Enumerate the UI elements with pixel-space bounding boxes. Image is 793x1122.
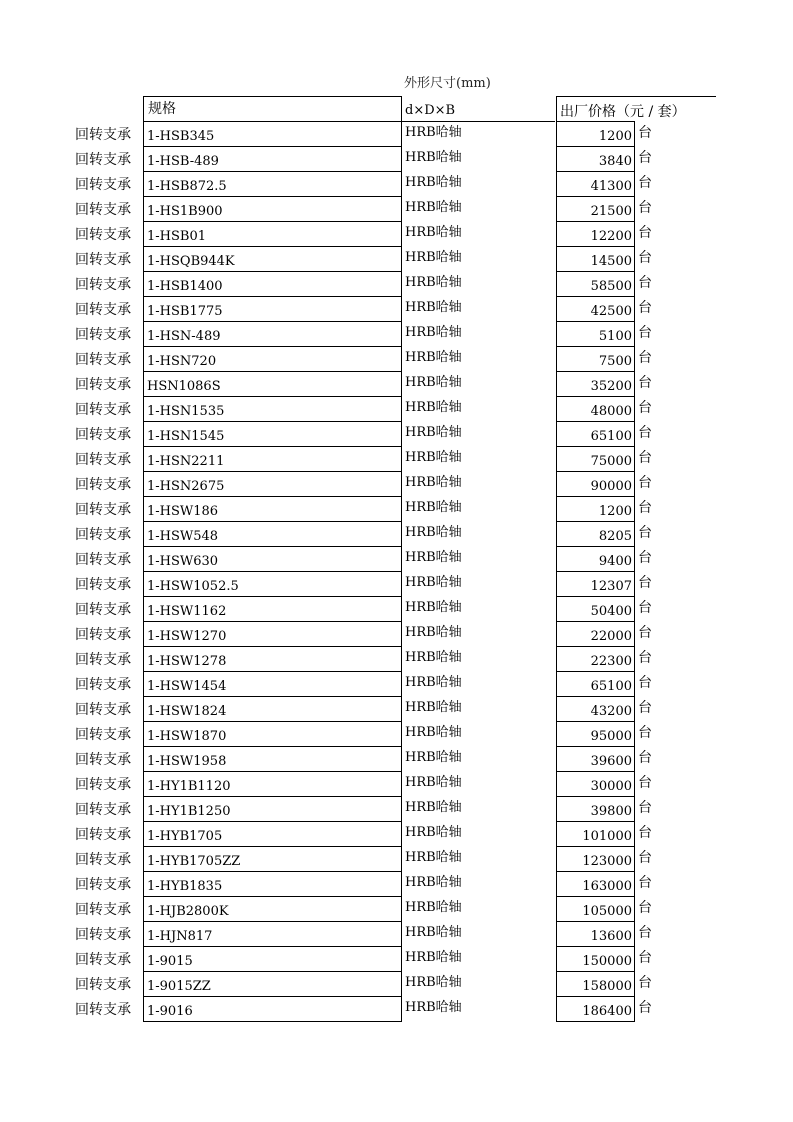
spec-cell: 1-9015 [143, 947, 402, 972]
brand-cell: HRB哈轴 [405, 575, 462, 590]
spec-cell: 1-HSN2211 [143, 447, 402, 472]
price-cell: 13600 [556, 922, 635, 947]
brand-cell: HRB哈轴 [405, 700, 462, 715]
unit-cell: 台 [638, 175, 652, 191]
brand-cell: HRB哈轴 [405, 875, 462, 890]
category-cell: 回转支承 [75, 952, 131, 968]
price-cell: 95000 [556, 722, 635, 747]
table-row [0, 147, 793, 172]
spec-cell: 1-HY1B1250 [143, 797, 402, 822]
category-cell: 回转支承 [75, 702, 131, 718]
price-cell: 48000 [556, 397, 635, 422]
price-cell: 39600 [556, 747, 635, 772]
spec-cell: 1-HS1B900 [143, 197, 402, 222]
price-cell: 5100 [556, 322, 635, 347]
spec-cell: 1-HSB01 [143, 222, 402, 247]
price-cell: 41300 [556, 172, 635, 197]
category-cell: 回转支承 [75, 1002, 131, 1018]
spec-cell: 1-HYB1705ZZ [143, 847, 402, 872]
unit-cell: 台 [638, 925, 652, 941]
spec-cell: 1-HSN720 [143, 347, 402, 372]
table-row [0, 522, 793, 547]
table-row [0, 772, 793, 797]
price-column-header: 出厂价格（元 / 套） [556, 96, 716, 122]
unit-cell: 台 [638, 900, 652, 916]
table-row [0, 572, 793, 597]
spec-cell: 1-HSW1824 [143, 697, 402, 722]
price-cell: 12200 [556, 222, 635, 247]
category-cell: 回转支承 [75, 202, 131, 218]
table-row [0, 847, 793, 872]
spec-cell: 1-HSN-489 [143, 322, 402, 347]
category-cell: 回转支承 [75, 552, 131, 568]
table-row [0, 397, 793, 422]
price-cell: 9400 [556, 547, 635, 572]
table-row [0, 947, 793, 972]
category-cell: 回转支承 [75, 527, 131, 543]
price-cell: 65100 [556, 672, 635, 697]
table-row [0, 447, 793, 472]
price-cell: 7500 [556, 347, 635, 372]
brand-cell: HRB哈轴 [405, 475, 462, 490]
price-cell: 50400 [556, 597, 635, 622]
spec-cell: 1-HJN817 [143, 922, 402, 947]
unit-cell: 台 [638, 850, 652, 866]
table-row [0, 697, 793, 722]
unit-cell: 台 [638, 475, 652, 491]
spec-cell: 1-9015ZZ [143, 972, 402, 997]
price-cell: 58500 [556, 272, 635, 297]
unit-cell: 台 [638, 425, 652, 441]
brand-cell: HRB哈轴 [405, 600, 462, 615]
spec-cell: 1-HSB872.5 [143, 172, 402, 197]
price-cell: 21500 [556, 197, 635, 222]
price-cell: 101000 [556, 822, 635, 847]
brand-cell: HRB哈轴 [405, 425, 462, 440]
spec-cell: 1-HSW1278 [143, 647, 402, 672]
brand-cell: HRB哈轴 [405, 825, 462, 840]
category-cell: 回转支承 [75, 502, 131, 518]
category-cell: 回转支承 [75, 777, 131, 793]
table-row [0, 622, 793, 647]
spec-cell: 1-HSB-489 [143, 147, 402, 172]
category-cell: 回转支承 [75, 577, 131, 593]
brand-cell: HRB哈轴 [405, 775, 462, 790]
table-row [0, 372, 793, 397]
brand-cell: HRB哈轴 [405, 625, 462, 640]
price-cell: 12307 [556, 572, 635, 597]
unit-cell: 台 [638, 750, 652, 766]
table-row [0, 197, 793, 222]
brand-cell: HRB哈轴 [405, 400, 462, 415]
category-cell: 回转支承 [75, 177, 131, 193]
brand-cell: HRB哈轴 [405, 375, 462, 390]
price-cell: 1200 [556, 122, 635, 147]
brand-cell: HRB哈轴 [405, 1000, 462, 1015]
table-row [0, 347, 793, 372]
unit-cell: 台 [638, 325, 652, 341]
price-cell: 123000 [556, 847, 635, 872]
spec-cell: 1-HSB1775 [143, 297, 402, 322]
brand-cell: HRB哈轴 [405, 975, 462, 990]
spec-cell: 1-HSW548 [143, 522, 402, 547]
price-cell: 43200 [556, 697, 635, 722]
price-cell: 65100 [556, 422, 635, 447]
dimensions-header-partial-text: 外形尺寸(mm) [404, 76, 491, 91]
category-cell: 回转支承 [75, 652, 131, 668]
table-row [0, 222, 793, 247]
spec-column-header: 规格 [143, 96, 402, 122]
price-cell: 1200 [556, 497, 635, 522]
brand-cell: HRB哈轴 [405, 325, 462, 340]
spec-cell: 1-HSW1270 [143, 622, 402, 647]
category-cell: 回转支承 [75, 227, 131, 243]
spec-cell: 1-HYB1835 [143, 872, 402, 897]
spec-cell: 1-HSW1958 [143, 747, 402, 772]
table-row [0, 497, 793, 522]
unit-cell: 台 [638, 600, 652, 616]
category-cell: 回转支承 [75, 852, 131, 868]
unit-cell: 台 [638, 725, 652, 741]
brand-cell: HRB哈轴 [405, 525, 462, 540]
price-cell: 158000 [556, 972, 635, 997]
category-cell: 回转支承 [75, 352, 131, 368]
price-cell: 22000 [556, 622, 635, 647]
brand-cell: HRB哈轴 [405, 850, 462, 865]
spec-cell: 1-HSN2675 [143, 472, 402, 497]
table-row [0, 322, 793, 347]
brand-cell: HRB哈轴 [405, 275, 462, 290]
price-table-body [0, 122, 793, 1022]
unit-cell: 台 [638, 275, 652, 291]
unit-cell: 台 [638, 225, 652, 241]
unit-cell: 台 [638, 525, 652, 541]
price-cell: 35200 [556, 372, 635, 397]
category-cell: 回转支承 [75, 127, 131, 143]
category-cell: 回转支承 [75, 802, 131, 818]
category-cell: 回转支承 [75, 252, 131, 268]
unit-cell: 台 [638, 825, 652, 841]
category-cell: 回转支承 [75, 977, 131, 993]
table-row [0, 797, 793, 822]
category-cell: 回转支承 [75, 427, 131, 443]
table-row [0, 422, 793, 447]
spec-cell: 1-HSW630 [143, 547, 402, 572]
unit-cell: 台 [638, 625, 652, 641]
brand-cell: HRB哈轴 [405, 550, 462, 565]
price-cell: 186400 [556, 997, 635, 1022]
category-cell: 回转支承 [75, 677, 131, 693]
unit-cell: 台 [638, 500, 652, 516]
table-row [0, 122, 793, 147]
spec-cell: 1-HSW186 [143, 497, 402, 522]
unit-cell: 台 [638, 650, 652, 666]
price-cell: 150000 [556, 947, 635, 972]
table-row [0, 647, 793, 672]
brand-cell: HRB哈轴 [405, 150, 462, 165]
table-row [0, 597, 793, 622]
unit-cell: 台 [638, 875, 652, 891]
price-cell: 14500 [556, 247, 635, 272]
category-cell: 回转支承 [75, 452, 131, 468]
category-cell: 回转支承 [75, 727, 131, 743]
brand-cell: HRB哈轴 [405, 650, 462, 665]
unit-cell: 台 [638, 300, 652, 316]
category-cell: 回转支承 [75, 277, 131, 293]
price-cell: 42500 [556, 297, 635, 322]
spec-cell: HSN1086S [143, 372, 402, 397]
unit-cell: 台 [638, 775, 652, 791]
table-row [0, 722, 793, 747]
spec-cell: 1-9016 [143, 997, 402, 1022]
unit-cell: 台 [638, 375, 652, 391]
table-row [0, 672, 793, 697]
unit-cell: 台 [638, 975, 652, 991]
spec-cell: 1-HSW1870 [143, 722, 402, 747]
price-cell: 30000 [556, 772, 635, 797]
spec-cell: 1-HJB2800K [143, 897, 402, 922]
brand-cell: HRB哈轴 [405, 450, 462, 465]
price-cell: 105000 [556, 897, 635, 922]
brand-cell: HRB哈轴 [405, 225, 462, 240]
unit-cell: 台 [638, 1000, 652, 1016]
category-cell: 回转支承 [75, 327, 131, 343]
brand-cell: HRB哈轴 [405, 950, 462, 965]
category-cell: 回转支承 [75, 152, 131, 168]
unit-cell: 台 [638, 700, 652, 716]
spec-cell: 1-HSN1545 [143, 422, 402, 447]
brand-cell: HRB哈轴 [405, 925, 462, 940]
category-cell: 回转支承 [75, 602, 131, 618]
unit-cell: 台 [638, 350, 652, 366]
category-cell: 回转支承 [75, 402, 131, 418]
unit-cell: 台 [638, 450, 652, 466]
unit-cell: 台 [638, 675, 652, 691]
table-row [0, 547, 793, 572]
category-cell: 回转支承 [75, 902, 131, 918]
price-cell: 8205 [556, 522, 635, 547]
price-cell: 75000 [556, 447, 635, 472]
brand-cell: HRB哈轴 [405, 725, 462, 740]
brand-cell: HRB哈轴 [405, 500, 462, 515]
unit-cell: 台 [638, 150, 652, 166]
category-cell: 回转支承 [75, 927, 131, 943]
price-cell: 39800 [556, 797, 635, 822]
table-row [0, 172, 793, 197]
price-cell: 90000 [556, 472, 635, 497]
table-row [0, 747, 793, 772]
category-cell: 回转支承 [75, 302, 131, 318]
price-cell: 22300 [556, 647, 635, 672]
category-cell: 回转支承 [75, 877, 131, 893]
spec-cell: 1-HSB345 [143, 122, 402, 147]
brand-cell: HRB哈轴 [405, 125, 462, 140]
unit-cell: 台 [638, 575, 652, 591]
spec-cell: 1-HY1B1120 [143, 772, 402, 797]
spec-cell: 1-HYB1705 [143, 822, 402, 847]
spec-cell: 1-HSB1400 [143, 272, 402, 297]
table-row [0, 272, 793, 297]
unit-cell: 台 [638, 800, 652, 816]
price-cell: 3840 [556, 147, 635, 172]
brand-cell: HRB哈轴 [405, 200, 462, 215]
table-row [0, 472, 793, 497]
table-row [0, 822, 793, 847]
dimensions-header-clipped [402, 76, 556, 96]
price-cell: 163000 [556, 872, 635, 897]
category-cell: 回转支承 [75, 752, 131, 768]
category-cell: 回转支承 [75, 377, 131, 393]
unit-cell: 台 [638, 950, 652, 966]
table-row [0, 972, 793, 997]
spec-cell: 1-HSW1454 [143, 672, 402, 697]
table-row [0, 997, 793, 1022]
brand-cell: HRB哈轴 [405, 350, 462, 365]
table-row [0, 872, 793, 897]
brand-cell: HRB哈轴 [405, 750, 462, 765]
category-cell: 回转支承 [75, 477, 131, 493]
spec-cell: 1-HSW1052.5 [143, 572, 402, 597]
brand-cell: HRB哈轴 [405, 800, 462, 815]
table-row [0, 897, 793, 922]
unit-cell: 台 [638, 400, 652, 416]
category-cell: 回转支承 [75, 627, 131, 643]
table-row [0, 297, 793, 322]
dimensions-column-header: d×D×B [402, 101, 555, 122]
brand-cell: HRB哈轴 [405, 175, 462, 190]
unit-cell: 台 [638, 200, 652, 216]
category-cell: 回转支承 [75, 827, 131, 843]
brand-cell: HRB哈轴 [405, 900, 462, 915]
unit-cell: 台 [638, 250, 652, 266]
brand-cell: HRB哈轴 [405, 675, 462, 690]
spec-cell: 1-HSW1162 [143, 597, 402, 622]
spec-cell: 1-HSN1535 [143, 397, 402, 422]
unit-cell: 台 [638, 125, 652, 141]
spec-cell: 1-HSQB944K [143, 247, 402, 272]
brand-cell: HRB哈轴 [405, 300, 462, 315]
unit-cell: 台 [638, 550, 652, 566]
table-row [0, 247, 793, 272]
brand-cell: HRB哈轴 [405, 250, 462, 265]
table-row [0, 922, 793, 947]
